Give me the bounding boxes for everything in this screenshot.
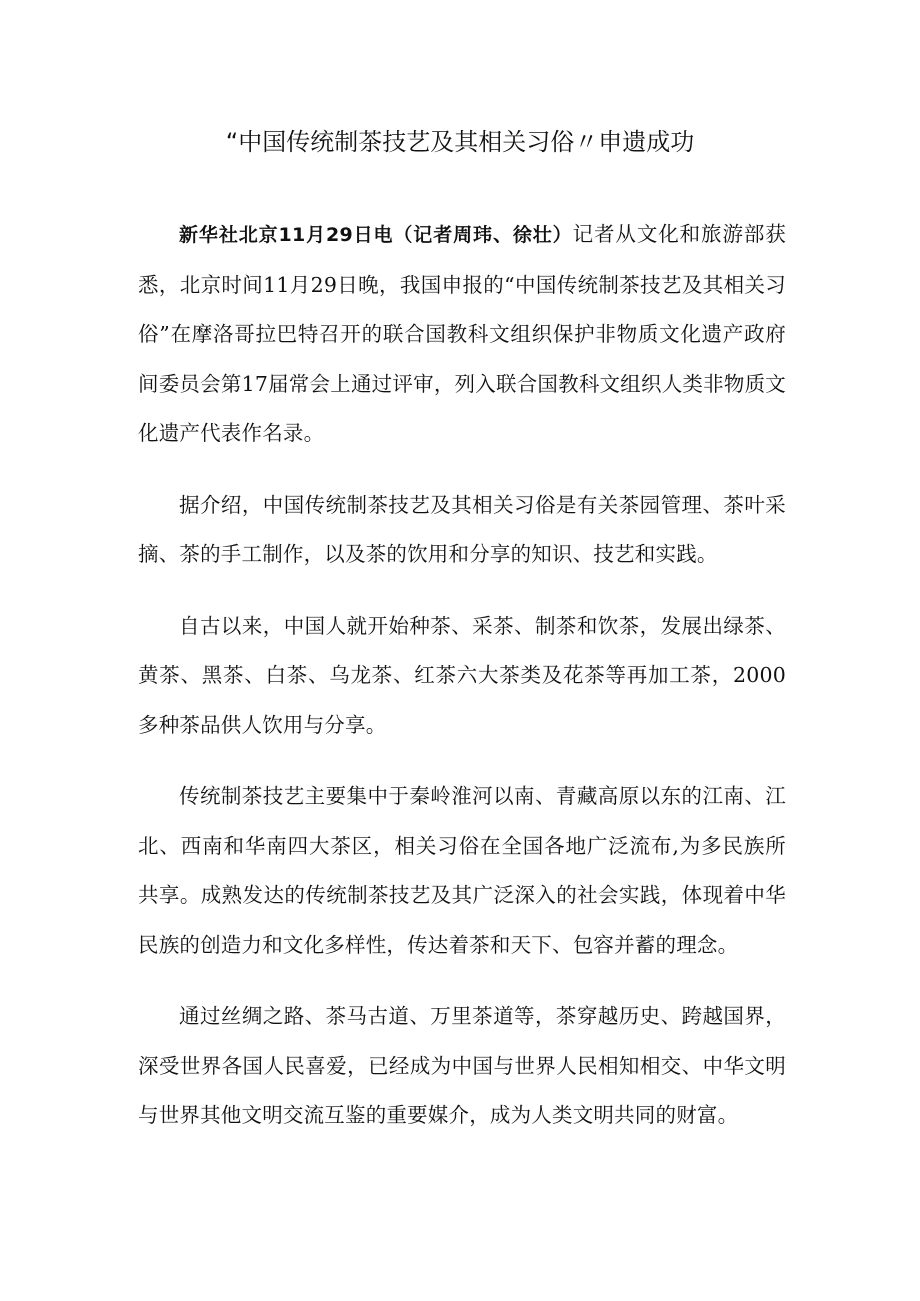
article-body xyxy=(138,210,786,1163)
paragraph-text: 记者从文化和旅游部获悉，北京时间11月29日晚，我国申报的“中国传统制茶技艺及其相关习俗”在摩洛哥拉巴特召开的联合国教科文组织保护非物质文化遗产政府间委员会第17届常会上通过评审，列入联合国教科文组织人类非物质文化遗产代表作名录。 xyxy=(138,222,786,445)
paragraph-text: 据介绍，中国传统制茶技艺及其相关习俗是有关茶园管理、茶叶采摘、茶的手工制作，以及茶的饮用和分享的知识、技艺和实践。 xyxy=(138,492,786,566)
document-title: “中国传统制茶技艺及其相关习俗〃申遗成功 xyxy=(225,128,695,156)
paragraph-2 xyxy=(138,481,786,580)
dateline: 新华社北京11月29日电（记者周玮、徐壮） xyxy=(179,224,573,246)
paragraph-text: 通过丝绸之路、茶马古道、万里茶道等，茶穿越历史、跨越国界，深受世界各国人民喜爱，已经成为中国与世界人民相知相交、中华文明与世界其他文明交流互鉴的重要媒介，成为人类文明共同的财富。 xyxy=(138,1004,786,1127)
paragraph-1 xyxy=(138,210,786,459)
paragraph-3 xyxy=(138,602,786,751)
paragraph-4 xyxy=(138,772,786,970)
paragraph-text: 传统制茶技艺主要集中于秦岭淮河以南、青藏高原以东的江南、江北、西南和华南四大茶区，相关习俗在全国各地广泛流布,为多民族所共享。成熟发达的传统制茶技艺及其广泛深入的社会实践，体现着中华民族的创造力和文化多样性，传达着茶和天下、包容并蓄的理念。 xyxy=(138,784,786,957)
paragraph-text: 自古以来，中国人就开始种茶、采茶、制茶和饮茶，发展出绿茶、黄茶、黑茶、白茶、乌龙茶、红茶六大茶类及花茶等再加工茶，2000多种茶品供人饮用与分享。 xyxy=(138,613,786,737)
paragraph-5 xyxy=(138,992,786,1141)
